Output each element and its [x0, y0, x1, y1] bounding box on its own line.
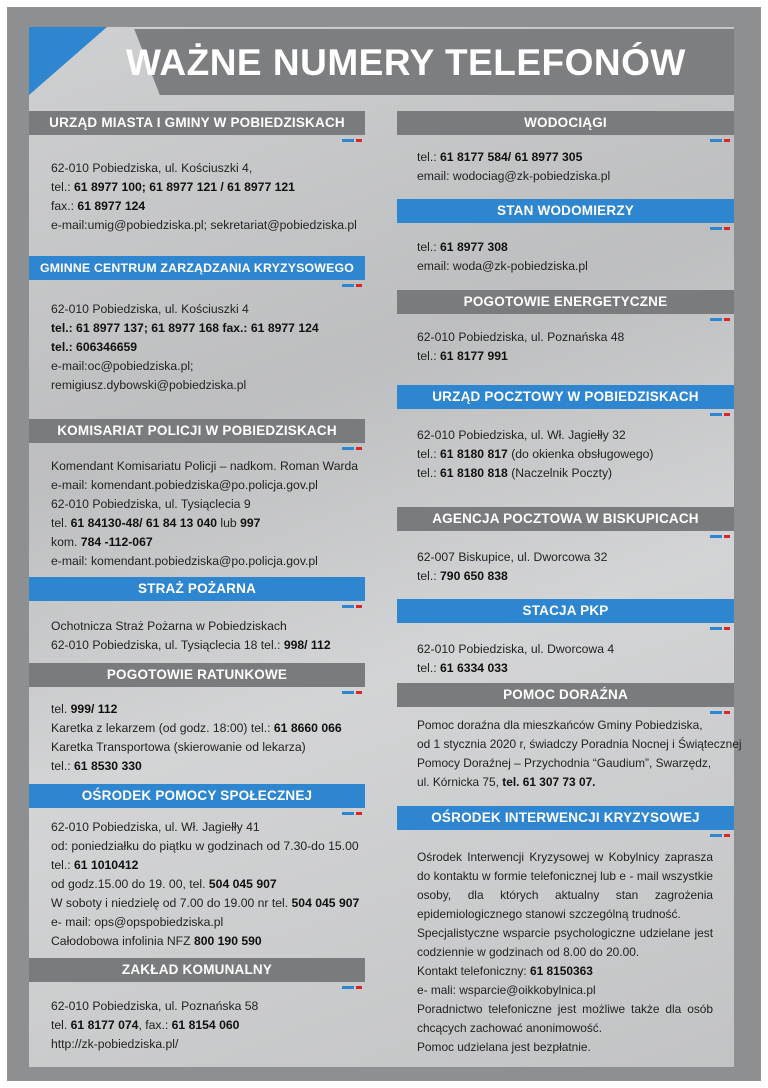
address-line: 62-010 Pobiedziska, ul. Kościuszki 4, — [51, 161, 253, 175]
text-line: Komendant Komisariatu Policji – nadkom. Roman Warda — [51, 459, 359, 473]
accent-dash — [342, 605, 362, 608]
phone-line: tel. 61 84130-48/ 61 84 13 040 lub 997 — [51, 516, 261, 530]
address-line: 62-010 Pobiedziska, ul. Wł. Jagiełły 41 — [51, 820, 260, 834]
address-line: 62-010 Pobiedziska, ul. Wł. Jagiełły 32 — [417, 428, 626, 442]
section-energetyczne — [417, 328, 624, 366]
section-header-zk: ZAKŁAD KOMUNALNY — [29, 958, 365, 982]
text-line: Ochotnicza Straż Pożarna w Pobiedziskach — [51, 619, 287, 633]
email-line: email: woda@zk-pobiedziska.pl — [417, 259, 588, 273]
accent-dash — [710, 711, 730, 714]
phone-line: tel.: 61 8530 330 — [51, 759, 142, 773]
url-line: http://zk-pobiedziska.pl/ — [51, 1037, 179, 1051]
accent-dash — [342, 691, 362, 694]
section-policja — [51, 457, 358, 571]
accent-dash — [342, 284, 362, 287]
email-line: e-mail: komendant.pobiedziska@po.policja.gov.pl — [51, 554, 318, 568]
section-oik — [417, 848, 713, 1057]
fax-line: fax.: 61 8977 124 — [51, 199, 146, 213]
phone-line: tel.: 606346659 — [51, 340, 138, 354]
text-line: Pomocy Doraźnej – Przychodnia “Gaudium”, Swarzędz, — [417, 756, 712, 770]
email-line: e-mail: komendant.pobiedziska@po.policja.gov.pl — [51, 478, 318, 492]
accent-dash — [342, 139, 362, 142]
section-wodomierzy — [417, 238, 588, 276]
accent-dash — [710, 413, 730, 416]
accent-dash — [342, 447, 362, 450]
section-header-wodociagi: WODOCIĄGI — [397, 111, 734, 135]
accent-dash — [342, 812, 362, 815]
text-line: Pomoc doraźna dla mieszkańców Gminy Pobiedziska, — [417, 718, 703, 732]
section-header-ops: OŚRODEK POMOCY SPOŁECZNEJ — [29, 784, 365, 808]
email-line: email: wodociag@zk-pobiedziska.pl — [417, 169, 611, 183]
section-header-ratunkowe: POGOTOWIE RATUNKOWE — [29, 663, 365, 687]
text-line: Pomoc udzielana jest bezpłatnie. — [417, 1040, 591, 1054]
address-line: 62-010 Pobiedziska, ul. Dworcowa 4 — [417, 642, 615, 656]
text-line: Karetka Transportowa (skierowanie od lekarza) — [51, 740, 306, 754]
section-straz — [51, 617, 331, 655]
section-header-gczk: GMINNE CENTRUM ZARZĄDZANIA KRYZYSOWEGO — [29, 256, 365, 280]
phone-line: W soboty i niedzielę od 7.00 do 19.00 nr tel. 504 045 907 — [51, 896, 360, 910]
email-line: e- mali: wsparcie@oikkobylnica.pl — [417, 983, 596, 997]
address-line: 62-010 Pobiedziska, ul. Poznańska 58 — [51, 999, 259, 1013]
phone-line: Całodobowa infolinia NFZ 800 190 590 — [51, 934, 262, 948]
section-header-poczta: URZĄD POCZTOWY W POBIEDZISKACH — [397, 385, 734, 409]
address-line: 62-007 Biskupice, ul. Dworcowa 32 — [417, 550, 608, 564]
section-wodociagi — [417, 148, 610, 186]
paragraph: Specjalistyczne wsparcie psychologiczne udzielane jest codziennie w godzinach od 8.00 do 20.00. — [417, 926, 713, 959]
section-header-straz: STRAŻ POŻARNA — [29, 577, 365, 601]
phone-line: kom. 784 -112-067 — [51, 535, 153, 549]
accent-dash — [710, 139, 730, 142]
email-line: remigiusz.dybowski@pobiedziska.pl — [51, 378, 247, 392]
accent-dash — [710, 627, 730, 630]
phone-line: tel.: 61 1010412 — [51, 858, 139, 872]
hours-line: od: poniedziałku do piątku w godzinach od 7.30-do 15.00 — [51, 839, 359, 853]
phone-line: tel.: 61 8977 100; 61 8977 121 / 61 8977 121 — [51, 180, 295, 194]
section-header-energetyczne: POGOTOWIE ENERGETYCZNE — [397, 290, 734, 314]
accent-dash — [342, 986, 362, 989]
phone-line: tel. 999/ 112 — [51, 702, 118, 716]
section-header-umig: URZĄD MIASTA I GMINY W POBIEDZISKACH — [29, 111, 365, 135]
section-agencja — [417, 548, 607, 586]
section-gczk — [51, 300, 319, 395]
section-header-dorazna: POMOC DORAŹNA — [397, 683, 734, 707]
address-line: 62-010 Pobiedziska, ul. Kościuszki 4 — [51, 302, 249, 316]
text-line: od 1 stycznia 2020 r, świadczy Poradnia Nocnej i Świątecznej — [417, 737, 742, 751]
phone-line: tel.: 790 650 838 — [417, 569, 508, 583]
phone-line: Karetka z lekarzem (od godz. 18:00) tel.: 61 8660 066 — [51, 721, 342, 735]
section-ops — [51, 818, 359, 951]
phone-line: 62-010 Pobiedziska, ul. Tysiąclecia 18 tel.: 998/ 112 — [51, 638, 331, 652]
email-line: e-mail:umig@pobiedziska.pl; sekretariat@pobiedziska.pl — [51, 218, 357, 232]
paragraph: Poradnictwo telefoniczne jest możliwe także dla osób chcących zachować anonimowość. — [417, 1002, 713, 1035]
phone-line: tel.: 61 8177 991 — [417, 349, 508, 363]
phone-line: od godz.15.00 do 19. 00, tel. 504 045 907 — [51, 877, 277, 891]
email-line: e- mail: ops@opspobiedziska.pl — [51, 915, 224, 929]
phone-line: tel.: 61 8977 308 — [417, 240, 508, 254]
section-header-policja: KOMISARIAT POLICJI W POBIEDZISKACH — [29, 419, 365, 443]
section-header-agencja: AGENCJA POCZTOWA W BISKUPICACH — [397, 507, 734, 531]
section-header-oik: OŚRODEK INTERWENCJI KRYZYSOWEJ — [397, 806, 734, 830]
section-pkp — [417, 640, 614, 678]
phone-line: tel.: 61 8180 818 (Naczelnik Poczty) — [417, 466, 613, 480]
section-header-wodomierzy: STAN WODOMIERZY — [397, 199, 734, 223]
phone-line: tel. 61 8177 074, fax.: 61 8154 060 — [51, 1018, 240, 1032]
section-umig — [51, 159, 357, 235]
phone-line: Kontakt telefoniczny: 61 8150363 — [417, 964, 593, 978]
phone-line: ul. Kórnicka 75, tel. 61 307 73 07. — [417, 775, 596, 789]
section-ratunkowe — [51, 700, 342, 776]
section-dorazna — [417, 716, 742, 792]
address-line: 62-010 Pobiedziska, ul. Tysiąclecia 9 — [51, 497, 251, 511]
phone-line: tel.: 61 8977 137; 61 8977 168 fax.: 61 8977 124 — [51, 321, 319, 335]
section-header-pkp: STACJA PKP — [397, 599, 734, 623]
address-line: 62-010 Pobiedziska, ul. Poznańska 48 — [417, 330, 625, 344]
section-zk — [51, 997, 258, 1054]
accent-dash — [710, 834, 730, 837]
accent-dash — [710, 318, 730, 321]
section-poczta — [417, 426, 653, 483]
phone-line: tel.: 61 8177 584/ 61 8977 305 — [417, 150, 583, 164]
page-title: WAŻNE NUMERY TELEFONÓW — [126, 42, 686, 83]
paragraph: Ośrodek Interwencji Kryzysowej w Kobylnicy zaprasza do kontaktu w formie telefonicznej lub e - mail wszystkie osoby, dla których aktualny stan zagrożenia epidemiologicznego stanowi szczególną trudność. — [417, 850, 713, 921]
email-line: e-mail:oc@pobiedziska.pl; — [51, 359, 194, 373]
title-accent — [29, 27, 107, 95]
accent-dash — [710, 227, 730, 230]
phone-line: tel.: 61 6334 033 — [417, 661, 508, 675]
phone-line: tel.: 61 8180 817 (do okienka obsługowego) — [417, 447, 654, 461]
accent-dash — [710, 535, 730, 538]
